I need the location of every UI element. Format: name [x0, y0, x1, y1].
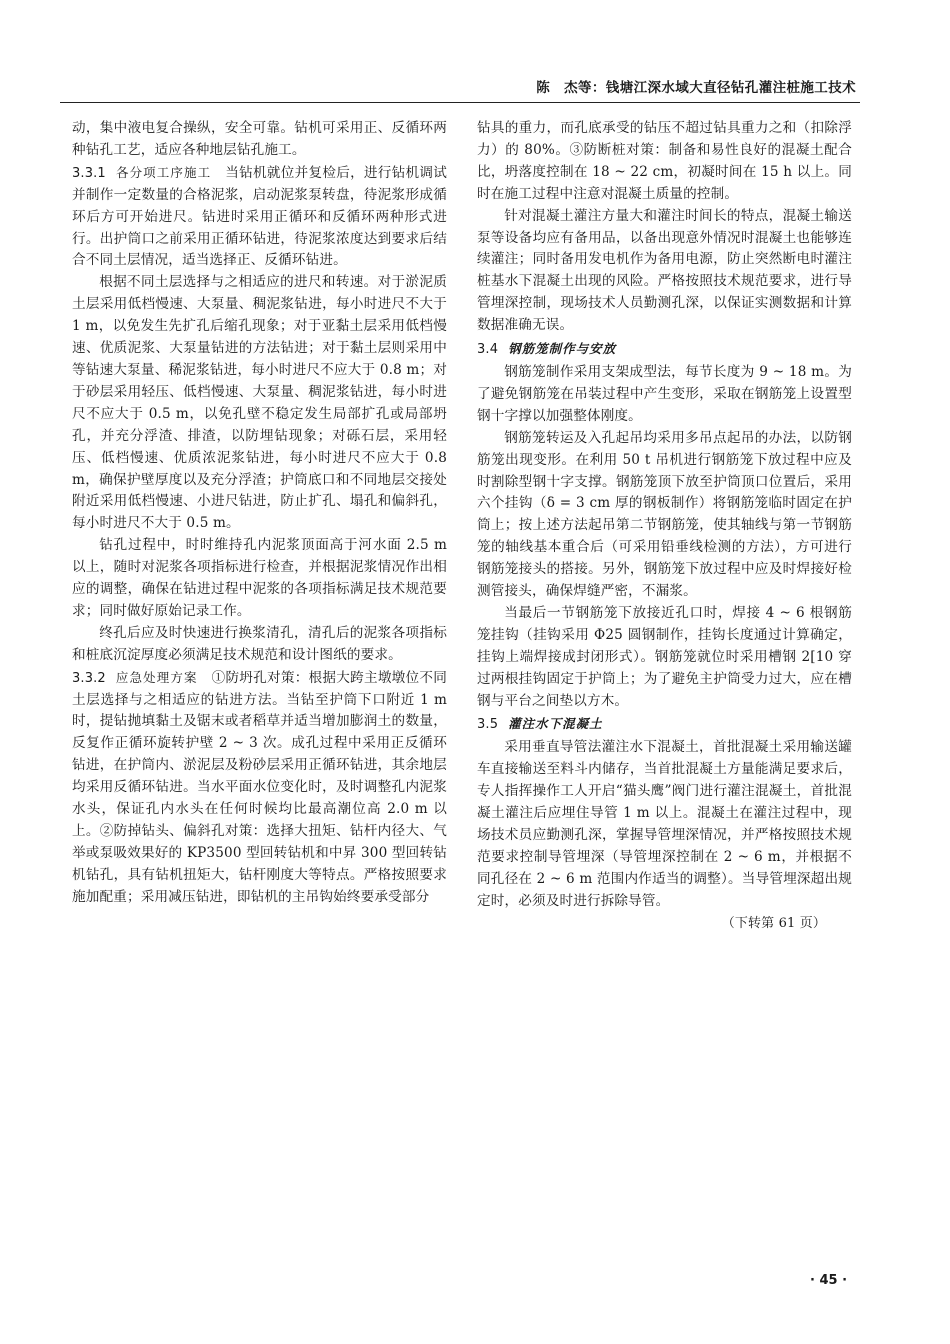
section-number: 3.3.2	[72, 670, 106, 686]
section-title: 灌注水下混凝土	[508, 716, 603, 732]
left-column	[72, 118, 447, 909]
page-number: · 45 ·	[810, 1273, 848, 1288]
continuation-note: （下转第 61 页）	[721, 915, 826, 931]
paragraph: 根据不同土层选择与之相适应的进尺和转速。对于淤泥质土层采用低档慢速、大泵量、稠泥浆钻进，每小时进尺不大于 1 m，以免发生先扩孔后缩孔现象；对于亚黏土层采用低档慢速、优质泥浆、大泵量钻进的方法钻进；对于黏土层则采用中等钻速大泵量、稀泥浆钻进，每小时进尺不应大于 0.8 m；对于砂层采用轻压、低档慢速、大泵量、稠泥浆钻进，每小时进尺不应大于 0.5 m，以免孔壁不稳定发生局部扩孔或局部坍孔，并充分浮渣、排渣，以防埋钻现象；对砾石层，采用轻压、低档慢速、优质浓泥浆钻进，每小时进尺不应大于 0.8 m，确保护壁厚度以及充分浮渣；护筒底口和不同地层交接处附近采用低档慢速、小进尺钻进，防止扩孔、塌孔和偏斜孔，每小时进尺不大于 0.5 m。	[72, 274, 447, 532]
paragraph: 针对混凝土灌注方量大和灌注时间长的特点，混凝土输送泵等设备均应有备用品，以备出现意外情况时混凝土也能够连续灌注；同时备用发电机作为备用电源，防止突然断电时灌注桩基水下混凝土出现的风险。严格按照技术规范要求，进行导管埋深控制，现场技术人员勤测孔深，以保证实测数据和计算数据准确无误。	[477, 207, 852, 334]
section-number: 3.3.1	[72, 165, 106, 181]
running-title: 陈 杰等：钱塘江深水域大直径钻孔灌注桩施工技术	[536, 80, 856, 96]
section-3-3-2	[72, 667, 447, 909]
paragraph: 钻孔过程中，时时维持孔内泥浆顶面高于河水面 2.5 m 以上，随时对泥浆各项指标进行检查，并根据泥浆情况作出相应的调整，确保在钻进过程中泥浆的各项指标满足技术规范要求；同时做好原始记录工作。	[72, 537, 447, 619]
paragraph: 钢筋笼制作采用支架成型法，每节长度为 9 ~ 18 m。为了避免钢筋笼在吊装过程中产生变形，采取在钢筋笼上设置型钢十字撑以加强整体刚度。	[477, 363, 852, 424]
section-3-5-heading	[477, 713, 852, 736]
right-column	[477, 118, 852, 935]
section-text: 当钻机就位并复检后，进行钻机调试并制作一定数量的合格泥浆，启动泥浆泵转盘，待泥浆形成循环后方可开始进尺。钻进时采用正循环和反循环两种形式进行。出护筒口之前采用正循环钻进，待泥浆浓度达到要求后结合不同土层情况，适当选择正、反循环钻进。	[72, 164, 447, 269]
running-header	[60, 62, 860, 100]
section-text: ①防坍孔对策：根据大跨主墩墩位不同土层选择与之相适应的钻进方法。当钻至护筒下口附近 1 m 时，提钻抛填黏土及锯末或者稻草并适当增加膨润土的数量，反复作正循环旋转护壁 2 ~ 3 次。成孔过程中采用正反循环钻进，在护筒内、淤泥层及粉砂层采用正循环钻进，其余地层均采用反循环钻进。当水平面水位变化时，及时调整孔内泥浆水头，保证孔内水头在任何时候均比最高潮位高 2.0 m 以上。②防掉钻头、偏斜孔对策：选择大扭矩、钻杆内径大、气举或泵吸效果好的 KP3500 型回转钻机和中昇 300 型回转钻机钻孔，具有钻机扭矩大，钻杆刚度大等特点。严格按照要求施加配重；采用减压钻进，即钻机的主吊钩始终要承受部分	[72, 669, 447, 905]
section-title: 各分项工序施工	[115, 164, 212, 180]
paragraph: 当最后一节钢筋笼下放接近孔口时，焊接 4 ~ 6 根钢筋笼挂钩（挂钩采用 Φ25 圆钢制作，挂钩长度通过计算确定，挂钩上端焊接成封闭形式）。钢筋笼就位时采用槽钢 2[10 穿过两根挂钩固定于护筒上；为了避免主护筒受力过大，应在槽钢与平台之间垫以方木。	[477, 604, 852, 709]
paragraph: 钢筋笼转运及入孔起吊均采用多吊点起吊的办法，以防钢筋笼出现变形。在利用 50 t 吊机进行钢筋笼下放过程中应及时割除型钢十字支撑。钢筋笼顶下放至护筒顶口位置后，采用六个挂钩（δ = 3 cm 厚的钢板制作）将钢筋笼临时固定在护筒上；按上述方法起吊第二节钢筋笼，使其轴线与第一节钢筋笼的轴线基本重合后（可采用铅垂线检测的方法），方可进行钢筋笼接头的搭接。另外，钢筋笼下放过程中应及时焊接好检测管接头，确保焊缝严密，不漏浆。	[477, 429, 852, 600]
section-number: 3.4	[477, 342, 499, 358]
paragraph: 动，集中液电复合操纵，安全可靠。钻机可采用正、反循环两种钻孔工艺，适应各种地层钻孔施工。	[72, 120, 447, 158]
section-title: 应急处理方案	[115, 669, 198, 685]
header-rule	[60, 102, 860, 103]
section-number: 3.5	[477, 717, 499, 733]
section-3-4-heading	[477, 338, 852, 361]
paragraph: 终孔后应及时快速进行换浆清孔，清孔后的泥浆各项指标和桩底沉淀厚度必须满足技术规范和设计图纸的要求。	[72, 624, 447, 663]
section-3-3-1	[72, 162, 447, 273]
paragraph: 采用垂直导管法灌注水下混凝土，首批混凝土采用输送罐车直接输送至料斗内储存，当首批混凝土方量能满足要求后，专人指挥操作工人开启“猫头鹰”阀门进行灌注混凝土，首批混凝土灌注后应埋住导管 1 m 以上。混凝土在灌注过程中，现场技术员应勤测孔深，掌握导管埋深情况，并严格按照技术规范要求控制导管埋深（导管埋深控制在 2 ~ 6 m，并根据不同孔径在 2 ~ 6 m 范围内作适当的调整）。当导管埋深超出规定时，必须及时进行拆除导管。	[477, 739, 852, 909]
section-title: 钢筋笼制作与安放	[508, 341, 617, 357]
paragraph: 钻具的重力，而孔底承受的钻压不超过钻具重力之和（扣除浮力）的 80%。③防断桩对策：制备和易性良好的混凝土配合比，坍落度控制在 18 ~ 22 cm，初凝时间在 15 h 以上。同时在施工过程中注意对混凝土质量的控制。	[477, 120, 852, 202]
